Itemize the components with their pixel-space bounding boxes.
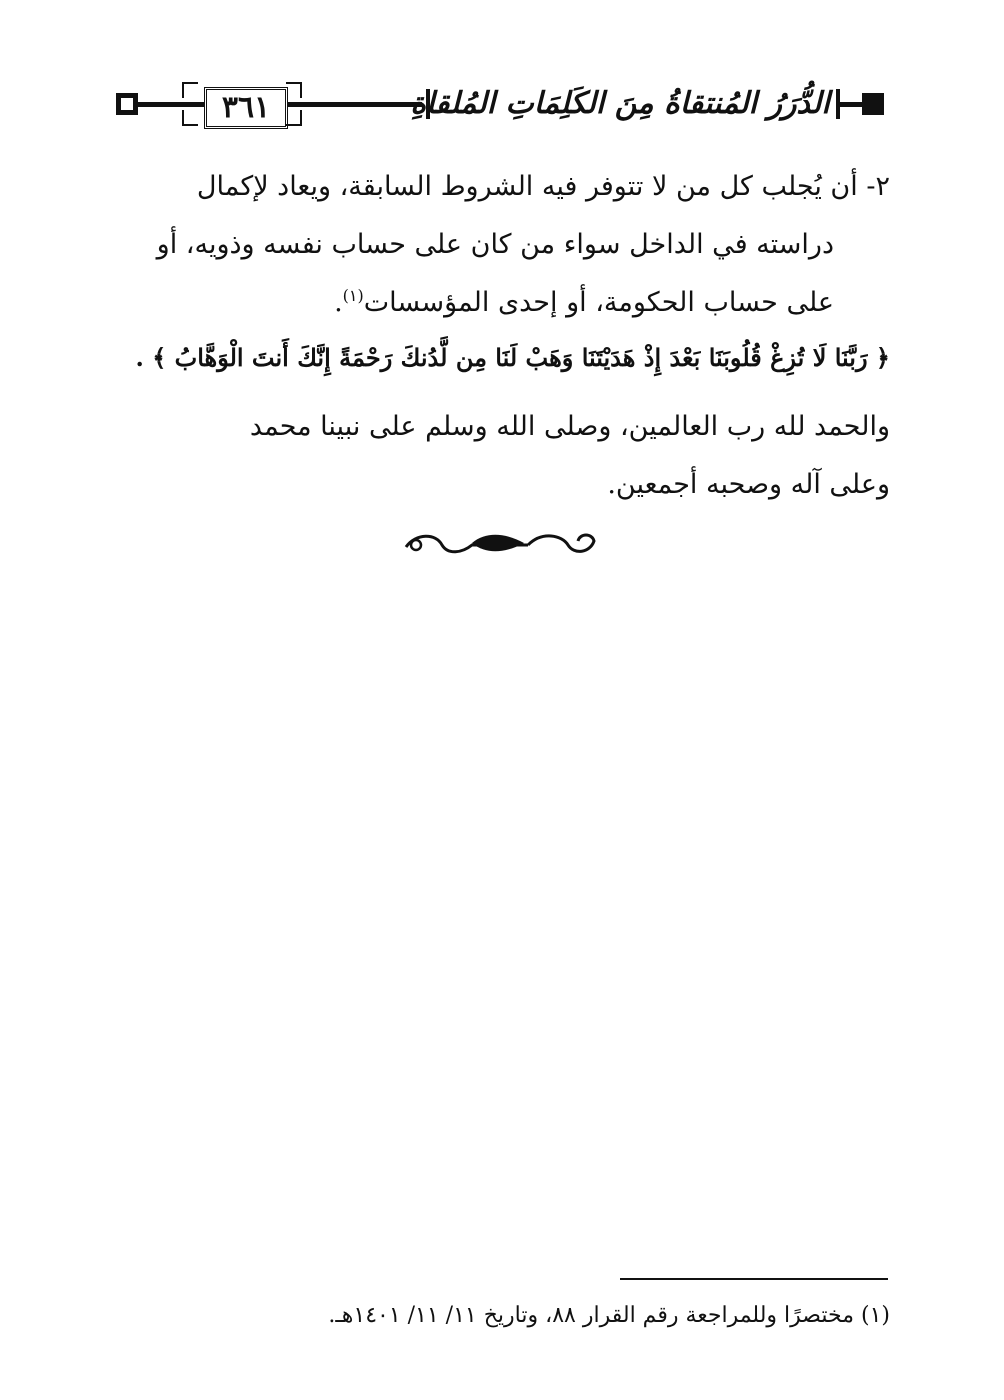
item-line-3 bbox=[112, 274, 890, 332]
closing-line-2: وعلى آله وصحبه أجمعين. bbox=[607, 469, 890, 500]
header-middle-line bbox=[288, 102, 422, 107]
item-number: ٢- bbox=[866, 171, 890, 202]
closing-paragraph bbox=[112, 398, 890, 514]
item-line-3-period: . bbox=[334, 287, 343, 318]
header-right-line bbox=[840, 102, 862, 107]
numbered-item-2 bbox=[112, 158, 890, 332]
footnote: (١) مختصرًا وللمراجعة رقم القرار ٨٨، وتاريخ ١١/ ١١/ ١٤٠١هـ. bbox=[328, 1303, 890, 1328]
section-end-ornament bbox=[402, 525, 598, 561]
page-frame-ornament-left-bottom bbox=[182, 110, 198, 126]
item-line-1 bbox=[112, 158, 890, 216]
quran-verse: ﴿ رَبَّنَا لَا تُزِغْ قُلُوبَنَا بَعْدَ إِذْ هَدَيْتَنَا وَهَبْ لَنَا مِن لَّدُنكَ رَحْمَةً إِنَّكَ أَنتَ الْوَهَّابُ ﴾ . bbox=[135, 343, 890, 372]
item-line-2: دراسته في الداخل سواء من كان على حساب نفسه وذويه، أو bbox=[156, 229, 834, 260]
footnote-separator bbox=[620, 1278, 888, 1280]
running-header bbox=[112, 78, 890, 130]
page-frame-ornament-right-bottom bbox=[286, 110, 302, 126]
header-left-square bbox=[116, 93, 138, 115]
closing-line-1: والحمد لله رب العالمين، وصلى الله وسلم على نبينا محمد bbox=[249, 411, 890, 442]
header-right-square bbox=[862, 93, 884, 115]
page-frame-ornament-left bbox=[182, 82, 198, 98]
footnote-reference: (١) bbox=[342, 286, 364, 305]
page-number: ٣٦١ bbox=[204, 87, 288, 129]
book-title: الدُّرَرُ المُنتقاةُ مِنَ الكَلِمَاتِ المُلقاةِ bbox=[410, 86, 830, 121]
page-frame-ornament-right bbox=[286, 82, 302, 98]
item-line-3-text: على حساب الحكومة، أو إحدى المؤسسات bbox=[363, 287, 834, 318]
header-left-line bbox=[138, 102, 204, 107]
item-line-1-text: أن يُجلب كل من لا تتوفر فيه الشروط السابقة، ويعاد لإكمال bbox=[196, 171, 858, 202]
